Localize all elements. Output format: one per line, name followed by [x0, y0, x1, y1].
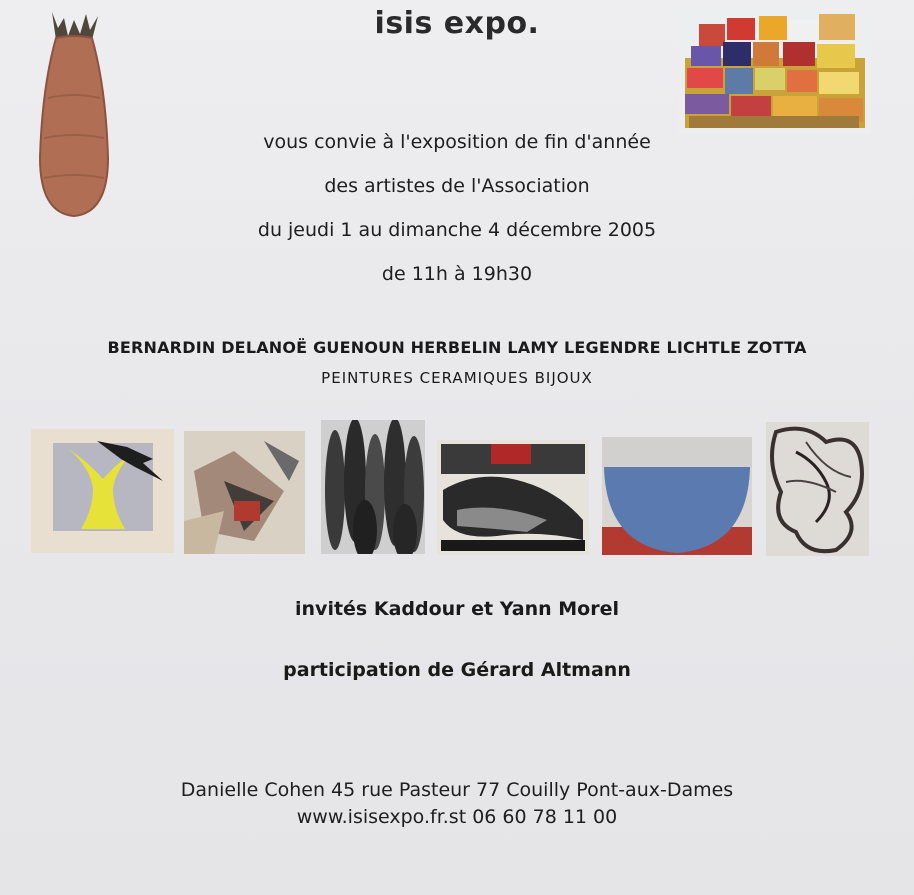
- intro-line-4: de 11h à 19h30: [381, 263, 533, 285]
- address-line: Danielle Cohen 45 rue Pasteur 77 Couilly Pont-aux-Dames: [180, 779, 734, 801]
- brand-title: isis expo.: [374, 6, 540, 41]
- artists-list: BERNARDIN DELANOË GUENOUN HERBELIN LAMY LEGENDRE LICHTLE ZOTTA: [107, 338, 807, 357]
- intro-line-3: du jeudi 1 au dimanche 4 décembre 2005: [257, 219, 657, 241]
- guests-line: invités Kaddour et Yann Morel: [295, 598, 619, 620]
- reclining-figure-painting: [437, 440, 589, 555]
- sculpture-photo: [34, 8, 114, 220]
- intro-line-2: des artistes de l'Association: [324, 175, 590, 197]
- abstract-painting: [184, 431, 305, 554]
- ink-drawing: [766, 422, 869, 556]
- yellow-tree-painting: [31, 429, 174, 553]
- ceramic-tiles-photo: [679, 10, 871, 134]
- crowd-ink-painting: [321, 420, 425, 554]
- contact-line: www.isisexpo.fr.st 06 60 78 11 00: [296, 806, 618, 828]
- intro-line-1: vous convie à l'exposition de fin d'année: [263, 131, 651, 153]
- participation-line: participation de Gérard Altmann: [283, 659, 631, 681]
- disciplines-list: PEINTURES CERAMIQUES BIJOUX: [321, 369, 593, 387]
- blue-bowl-painting: [602, 437, 752, 555]
